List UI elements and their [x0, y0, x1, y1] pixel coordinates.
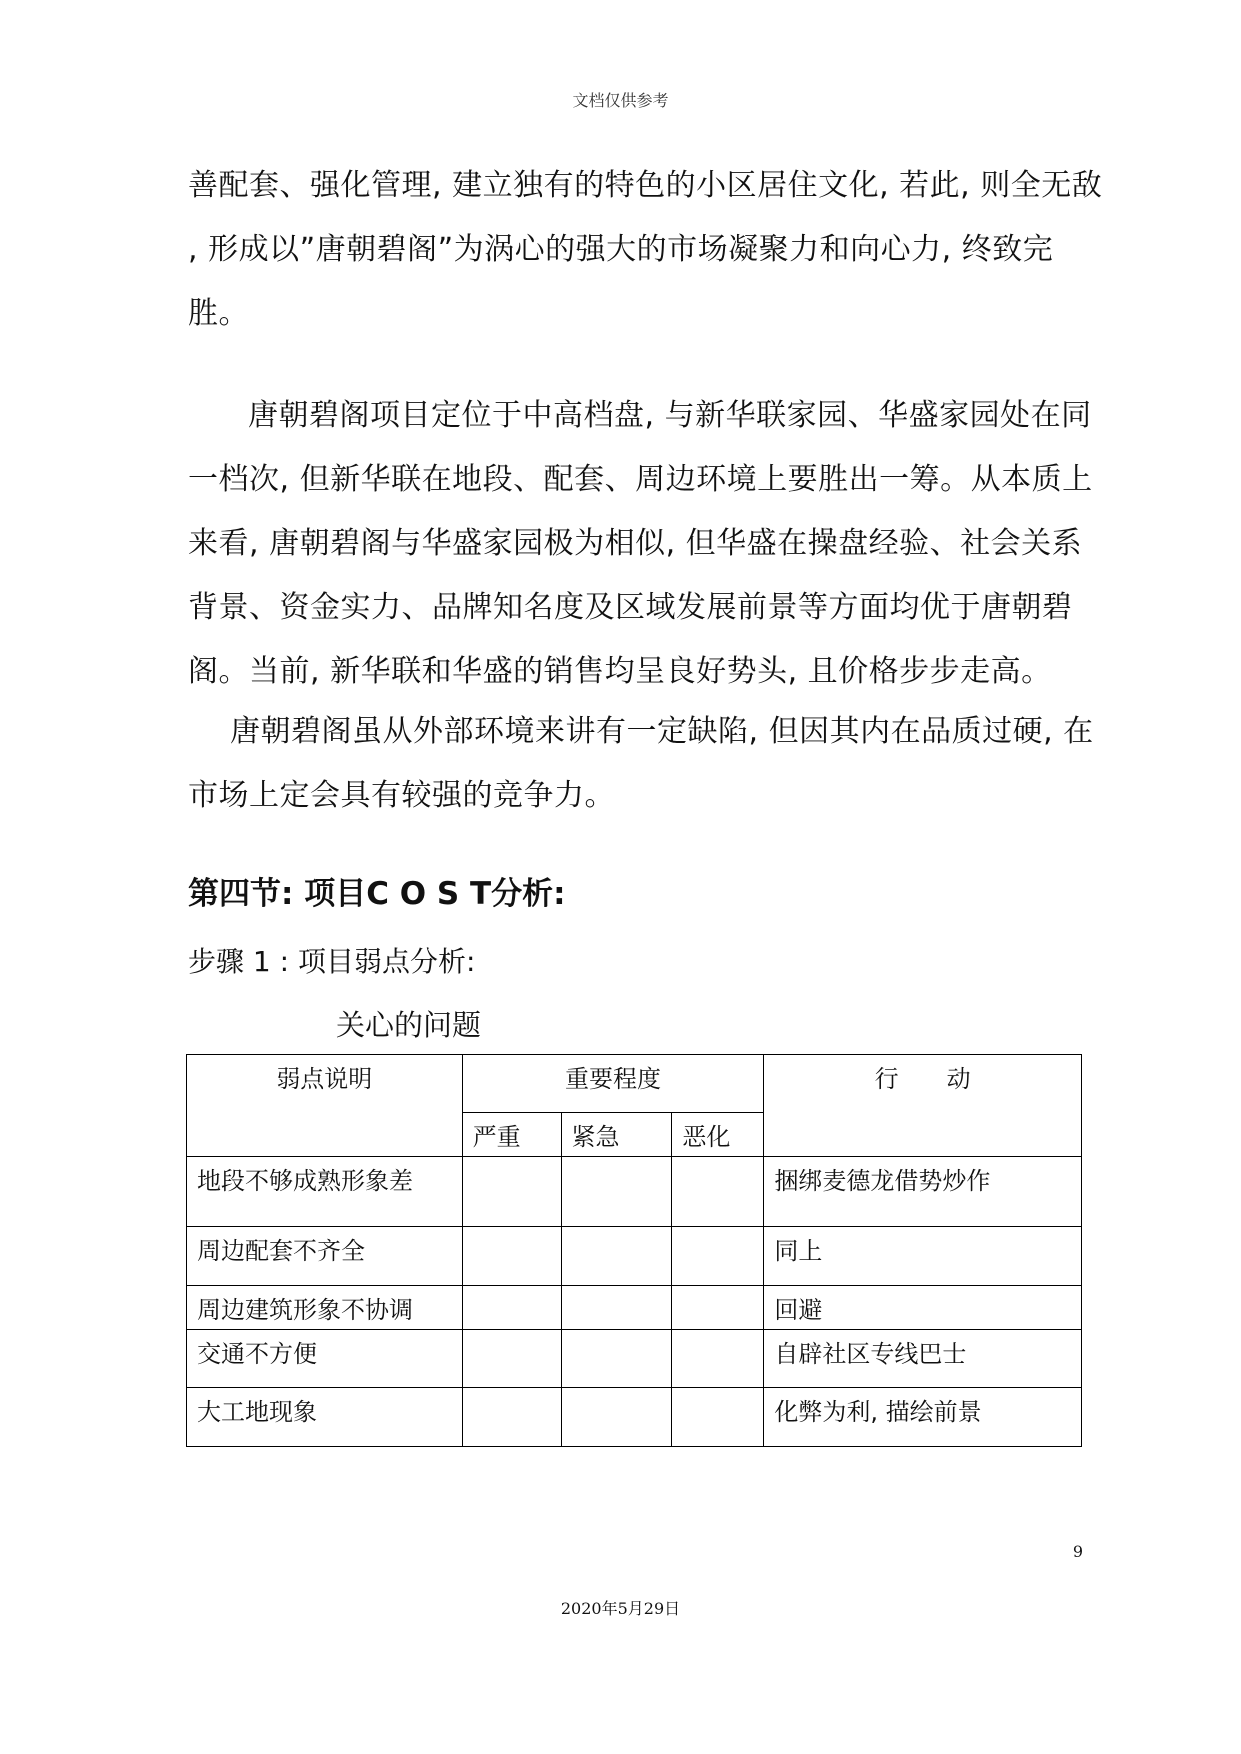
cell-worsening: [672, 1227, 764, 1286]
subheader-serious: 严重: [462, 1113, 561, 1157]
cell-weakness: 交通不方便: [187, 1330, 463, 1388]
text-line: 来看, 唐朝碧阁与华盛家园极为相似, 但华盛在操盘经验、社会关系: [188, 526, 1083, 561]
text-line: 善配套、强化管理, 建立独有的特色的小区居住文化, 若此, 则全无敌: [188, 168, 1103, 203]
text-line: 阁。当前, 新华联和华盛的销售均呈良好势头, 且价格步步走高。: [188, 654, 1052, 689]
cell-weakness: 周边配套不齐全: [187, 1227, 463, 1286]
cell-serious: [462, 1330, 561, 1388]
cell-urgent: [561, 1388, 672, 1447]
page-number: 9: [1072, 1542, 1083, 1561]
section-title: 第四节: 项目C O S T分析:: [188, 876, 566, 912]
table-row: [187, 1157, 1082, 1227]
page-footer-date: 2020年5月29日: [560, 1599, 681, 1618]
cell-serious: [462, 1227, 561, 1286]
cell-serious: [462, 1286, 561, 1330]
cell-action: 捆绑麦德龙借势炒作: [764, 1157, 1082, 1227]
cell-urgent: [561, 1157, 672, 1227]
cell-urgent: [561, 1330, 672, 1388]
cell-weakness: 地段不够成熟形象差: [187, 1157, 463, 1227]
table-row: [187, 1330, 1082, 1388]
weakness-table: [186, 1054, 1082, 1447]
text-line: 背景、资金实力、品牌知名度及区域发展前景等方面均优于唐朝碧: [188, 590, 1073, 625]
table-caption: 关心的问题: [336, 1008, 482, 1042]
cell-worsening: [672, 1388, 764, 1447]
table-row: [187, 1227, 1082, 1286]
header-importance: 重要程度: [462, 1055, 764, 1113]
cell-serious: [462, 1388, 561, 1447]
paragraph-2: [188, 384, 1093, 704]
cell-worsening: [672, 1330, 764, 1388]
cell-weakness: 大工地现象: [187, 1388, 463, 1447]
header-action: 行 动: [764, 1055, 1082, 1157]
cell-action: 同上: [764, 1227, 1082, 1286]
paragraph-1: [188, 154, 1103, 346]
cell-action: 自辟社区专线巴士: [764, 1330, 1082, 1388]
table-row: [187, 1286, 1082, 1330]
step-title: 步骤 1 : 项目弱点分析:: [188, 945, 476, 978]
subheader-worsening: 恶化: [672, 1113, 764, 1157]
text-line: 唐朝碧阁项目定位于中高档盘, 与新华联家园、华盛家园处在同: [248, 398, 1092, 433]
cell-urgent: [561, 1227, 672, 1286]
header-weakness: 弱点说明: [187, 1055, 463, 1157]
cell-serious: [462, 1157, 561, 1227]
subheader-urgent: 紧急: [561, 1113, 672, 1157]
cell-action: 化弊为利, 描绘前景: [764, 1388, 1082, 1447]
text-line: , 形成以”唐朝碧阁”为涡心的强大的市场凝聚力和向心力, 终致完: [188, 232, 1054, 267]
text-line: 一档次, 但新华联在地段、配套、周边环境上要胜出一筹。从本质上: [188, 462, 1093, 497]
table-header-row: [187, 1055, 1082, 1113]
cell-action: 回避: [764, 1286, 1082, 1330]
text-line: 胜。: [188, 296, 249, 331]
cell-weakness: 周边建筑形象不协调: [187, 1286, 463, 1330]
table-row: [187, 1388, 1082, 1447]
text-line: 唐朝碧阁虽从外部环境来讲有一定缺陷, 但因其内在品质过硬, 在: [230, 714, 1094, 749]
paragraph-3: [188, 700, 1094, 828]
cell-worsening: [672, 1286, 764, 1330]
page-header: 文档仅供参考: [572, 91, 669, 110]
text-line: 市场上定会具有较强的竞争力。: [188, 778, 615, 813]
cell-worsening: [672, 1157, 764, 1227]
cell-urgent: [561, 1286, 672, 1330]
